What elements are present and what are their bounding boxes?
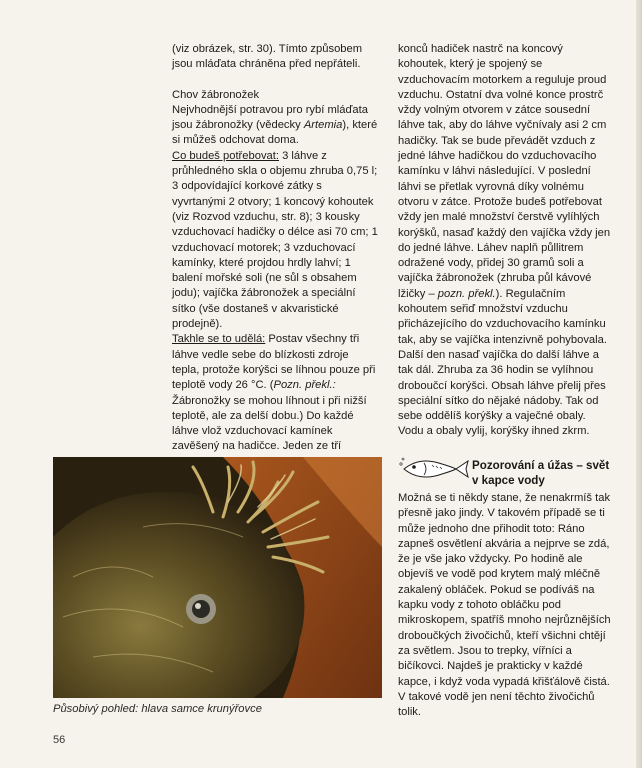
italic-latin-name: Artemia <box>303 119 343 132</box>
text-run: Nejvhodnější potravou pro rybí mláďata jsou žábronožky (vědecky <box>172 103 368 132</box>
right-text-column <box>398 42 612 440</box>
catfish-illustration <box>53 457 382 698</box>
page-edge <box>636 0 642 768</box>
page-number: 56 <box>53 734 66 746</box>
italic-translator-note: Pozn. překl.: <box>273 379 336 392</box>
paragraph-materials <box>172 149 378 333</box>
text-run: ), které si můžeš odchovat doma. <box>172 119 378 147</box>
left-text-column <box>172 42 378 470</box>
text-run: konců hadiček nastrč na koncový kohoutek, který je spojený se vzduchovacím motorkem a reguluje proud vzduchu. Ostatní dva volné konce prostrč vždy volným otvorem v zátce sousední láhve tak, aby do láhve vyčnívaly asi 2 cm hadičky. Tak se bude převádět vzduch z jedné láhve hadičkou do vzduchovacího kamínku v láhvi následující. V poslední láhvi se přetlak vyrovná díky volnému otvoru v zátce. Protože budeš potřebovat vždy jen malé množství čerstvě vylíhlých korýšků, nasaď každý den vajíčka vždy jen do jedné láhve. Láhev naplň půllitrem odražené vody, přidej 30 gramů soli a vajíčka žábronožek (zhruba půl kávové lžičky – <box>398 43 611 300</box>
text-run: Postav všechny tři láhve vedle sebe do blízkosti zdroje tepla, protože korýšci se líhnou pouze při teplotě vody 26 °C. ( <box>172 333 376 392</box>
text-run: Žábronožky se mohou líhnout i při nižší teplotě, ale za delší dobu.) Do každé láhve vlož vzduchovací kamínek zavěšený na hadičce. Jeden ze tří <box>172 394 367 453</box>
paragraph-continuation <box>398 42 612 440</box>
section-heading-zabronozky: Chov žábronožek <box>172 88 260 101</box>
text-run: 3 láhve z průhledného skla o objemu zhruba 0,75 l; 3 odpovídající korkové zátky s vyvrtanými 2 otvory; 1 koncový kohoutek (viz Rozvod vzduchu, str. 8); 3 kousky vzduchovací hadičky o délce asi 70 cm; 1 vzduchovací motorek; 3 vzduchovací kamínky, které projdou hrdly lahví; 1 balení mořské soli (ne sůl s obsahem jodu); vajíčka žábronožek a speciální sítko (vše dostaneš v akvaristické prodejně). <box>172 149 378 331</box>
italic-translator-note: pozn. překl. <box>437 287 496 300</box>
underlined-label-materials: Co budeš potřebovat: <box>172 149 279 162</box>
underlined-label-procedure: Takhle se to udělá: <box>172 333 266 346</box>
observation-text-column <box>398 491 612 720</box>
paragraph-procedure <box>172 332 378 470</box>
text-run: ). Regulačním kohoutem seřiď množství vzduchu přicházejícího do vzduchovacího kamínku tak, aby se vajíčka intenzivně pohybovala. Další den nasaď vajíčka do další láhve a tak dál. Zhruba za 36 hodin se vylíhnou droboučcí korýšci. Obsah láhve přelij přes speciální sítko do nějaké nádoby. Tak od sebe oddělíš korýšky a vaječné obaly. Vodu a obaly vylij, korýšky ihned zkrm. <box>398 287 607 438</box>
section-header-observation <box>398 454 612 488</box>
observation-heading: Pozorování a úžas – svět v kapce vody <box>472 459 610 487</box>
intro-paragraph: (viz obrázek, str. 30). Tímto způsobem jsou mláďata chráněna před nepřáteli. <box>172 43 363 71</box>
photo-caption: Působivý pohled: hlava samce krunýřovce <box>53 703 262 715</box>
observation-paragraph: Možná se ti někdy stane, že nenakrmíš tak přesně jako jindy. V takovém případě se ti může jednoho dne přihodit toto: Ráno zapneš osvětlení akvária a nejprve se zdá, že je vše jako vždycky. Po hodině ale objevíš ve vodě pod krytem malý mléčně zakalený obláček. Pokud se podíváš na kapku vody z tohoto obláčku pod mikroskopem, spatříš mnoho nejrůznějších droboučkých živočichů, kteří všichni chtějí za světlem. Jsou to trepky, vířníci a bičíkovci. Najdeš je prakticky v každé kapce, i když voda vypadá křišťálově čistá. V takové vodě jen není těchto živočichů tolik. <box>398 492 611 719</box>
fish-head-photo <box>53 457 382 698</box>
fish-icon <box>398 454 470 484</box>
paragraph-food <box>172 103 378 149</box>
